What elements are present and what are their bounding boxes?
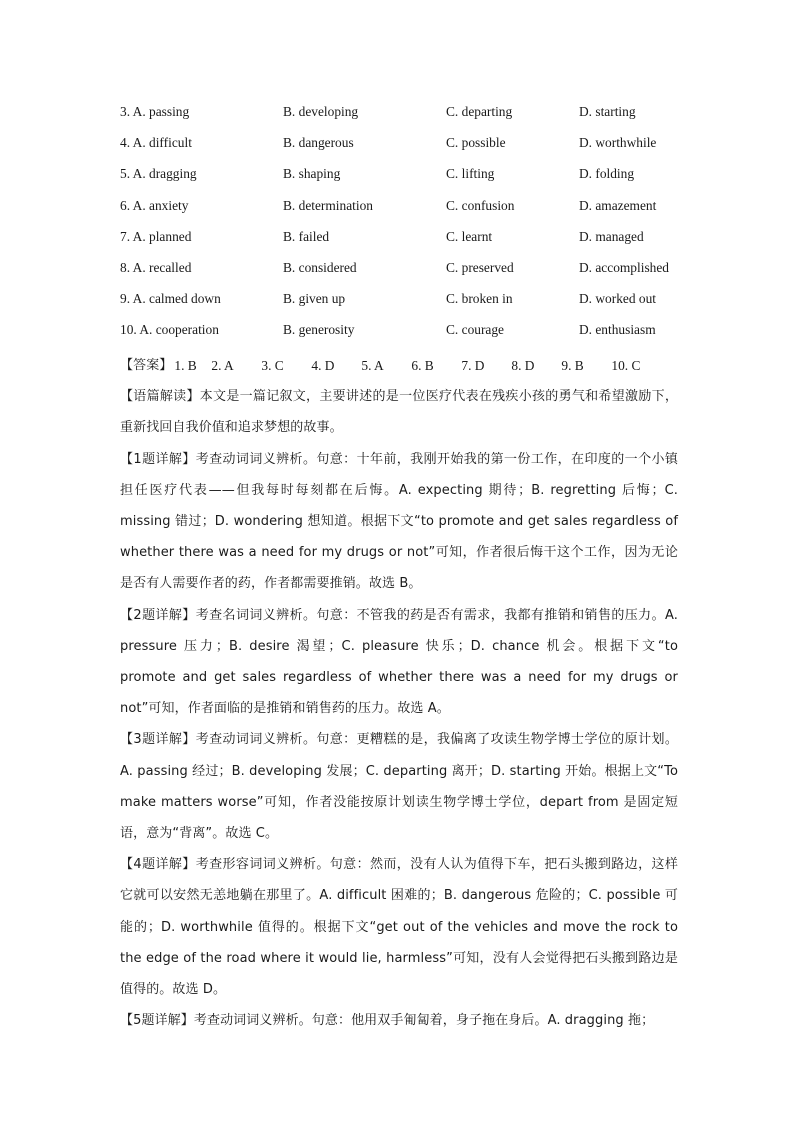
option-b: B. generosity — [283, 322, 355, 338]
option-c: C. lifting — [446, 166, 495, 182]
option-c: C. broken in — [446, 291, 513, 307]
answer-item: 6. B — [411, 358, 434, 373]
explanation-q5: 【5题详解】考查动词词义辨析。句意：他用双手匍匐着，身子拖在身后。A. dragging 拖； — [120, 1013, 655, 1029]
option-b: B. dangerous — [283, 135, 354, 151]
option-c: C. learnt — [446, 228, 493, 244]
option-a: 9. A. calmed down — [120, 291, 221, 307]
answer-key — [120, 350, 678, 381]
answer-item: 2. A — [211, 358, 234, 373]
option-c: C. preserved — [446, 259, 514, 275]
answer-item: 4. D — [311, 358, 335, 373]
option-a: 6. A. anxiety — [120, 197, 189, 213]
answer-item: 1. B — [174, 358, 197, 373]
answer-item: 7. D — [461, 358, 485, 373]
explanation-body — [120, 350, 678, 1036]
explanation-q3: 【3题详解】考查动词词义辨析。句意：更糟糕的是，我偏离了攻读生物学博士学位的原计划。A. passing 经过；B. developing 发展；C. departing 离开；D. starting 开始。根据上文“To make matters worse”可知，作者没能按原计划读生物学博士学位，depart from 是固定短语，意为“背离”。故选 C。 — [120, 732, 678, 842]
option-row — [120, 319, 680, 350]
option-a: 4. A. difficult — [120, 135, 192, 151]
option-a: 3. A. passing — [120, 104, 190, 119]
option-a: 10. A. cooperation — [120, 322, 219, 338]
option-b: B. developing — [283, 104, 359, 119]
answer-item: 8. D — [511, 358, 535, 373]
passage-summary: 【语篇解读】本文是一篇记叙文，主要讲述的是一位医疗代表在残疾小孩的勇气和希望激励下，重新找回自我价值和追求梦想的故事。 — [120, 389, 678, 436]
option-d: D. managed — [579, 228, 644, 244]
option-a: 5. A. dragging — [120, 166, 197, 182]
option-c: C. possible — [446, 135, 506, 151]
answer-item: 5. A — [361, 358, 384, 373]
answer-item: 9. B — [561, 358, 584, 373]
option-row — [120, 163, 680, 194]
option-b: B. determination — [283, 197, 373, 213]
explanation-q4: 【4题详解】考查形容词词义辨析。句意：然而，没有人认为值得下车，把石头搬到路边，这样它就可以安然无恙地躺在那里了。A. difficult 困难的；B. dangerous 危险的；C. possible 可能的；D. worthwhile 值得的。根据下文“get out of the vehicles and move the rock to the edge of the road where it would lie, harmless”可知，没有人会觉得把石头搬到路边是值得的。故选 D。 — [120, 857, 678, 998]
explanation-q2: 【2题详解】考查名词词义辨析。句意：不管我的药是否有需求，我都有推销和销售的压力。A. pressure 压力；B. desire 渴望；C. pleasure 快乐；D. chance 机会。根据下文“to promote and get sales regardless of whether there was a need for my drugs or not”可知，作者面临的是推销和销售药的压力。故选 A。 — [120, 607, 678, 717]
option-row — [120, 195, 680, 226]
option-d: D. amazement — [579, 197, 657, 213]
option-b: B. failed — [283, 228, 330, 244]
option-row — [120, 226, 680, 257]
option-d: D. worthwhile — [579, 135, 657, 151]
option-row — [120, 257, 680, 288]
option-b: B. given up — [283, 291, 346, 307]
option-a: 7. A. planned — [120, 228, 192, 244]
option-d: D. accomplished — [579, 259, 669, 275]
option-d: D. enthusiasm — [579, 322, 656, 338]
option-b: B. shaping — [283, 166, 341, 182]
answer-item: 3. C — [261, 358, 284, 373]
option-c: C. departing — [446, 104, 513, 119]
answer-key-label: 【答案】 — [120, 358, 173, 373]
option-b: B. considered — [283, 259, 357, 275]
answer-options-table — [120, 101, 680, 351]
option-a: 8. A. recalled — [120, 259, 192, 275]
option-row — [120, 132, 680, 163]
option-c: C. courage — [446, 322, 505, 338]
explanation-q1: 【1题详解】考查动词词义辨析。句意：十年前，我刚开始我的第一份工作，在印度的一个小镇担任医疗代表——但我每时每刻都在后悔。A. expecting 期待；B. regretting 后悔；C. missing 错过；D. wondering 想知道。根据下文“to promote and get sales regardless of whether there was a need for my drugs or not”可知，作者很后悔干这个工作，因为无论是否有人需要作者的药，作者都需要推销。故选 B。 — [120, 451, 678, 592]
option-row — [120, 288, 680, 319]
option-d: D. starting — [579, 104, 636, 119]
option-d: D. folding — [579, 166, 635, 182]
option-c: C. confusion — [446, 197, 515, 213]
answer-item: 10. C — [611, 358, 641, 373]
option-d: D. worked out — [579, 291, 656, 307]
option-row — [120, 101, 680, 132]
